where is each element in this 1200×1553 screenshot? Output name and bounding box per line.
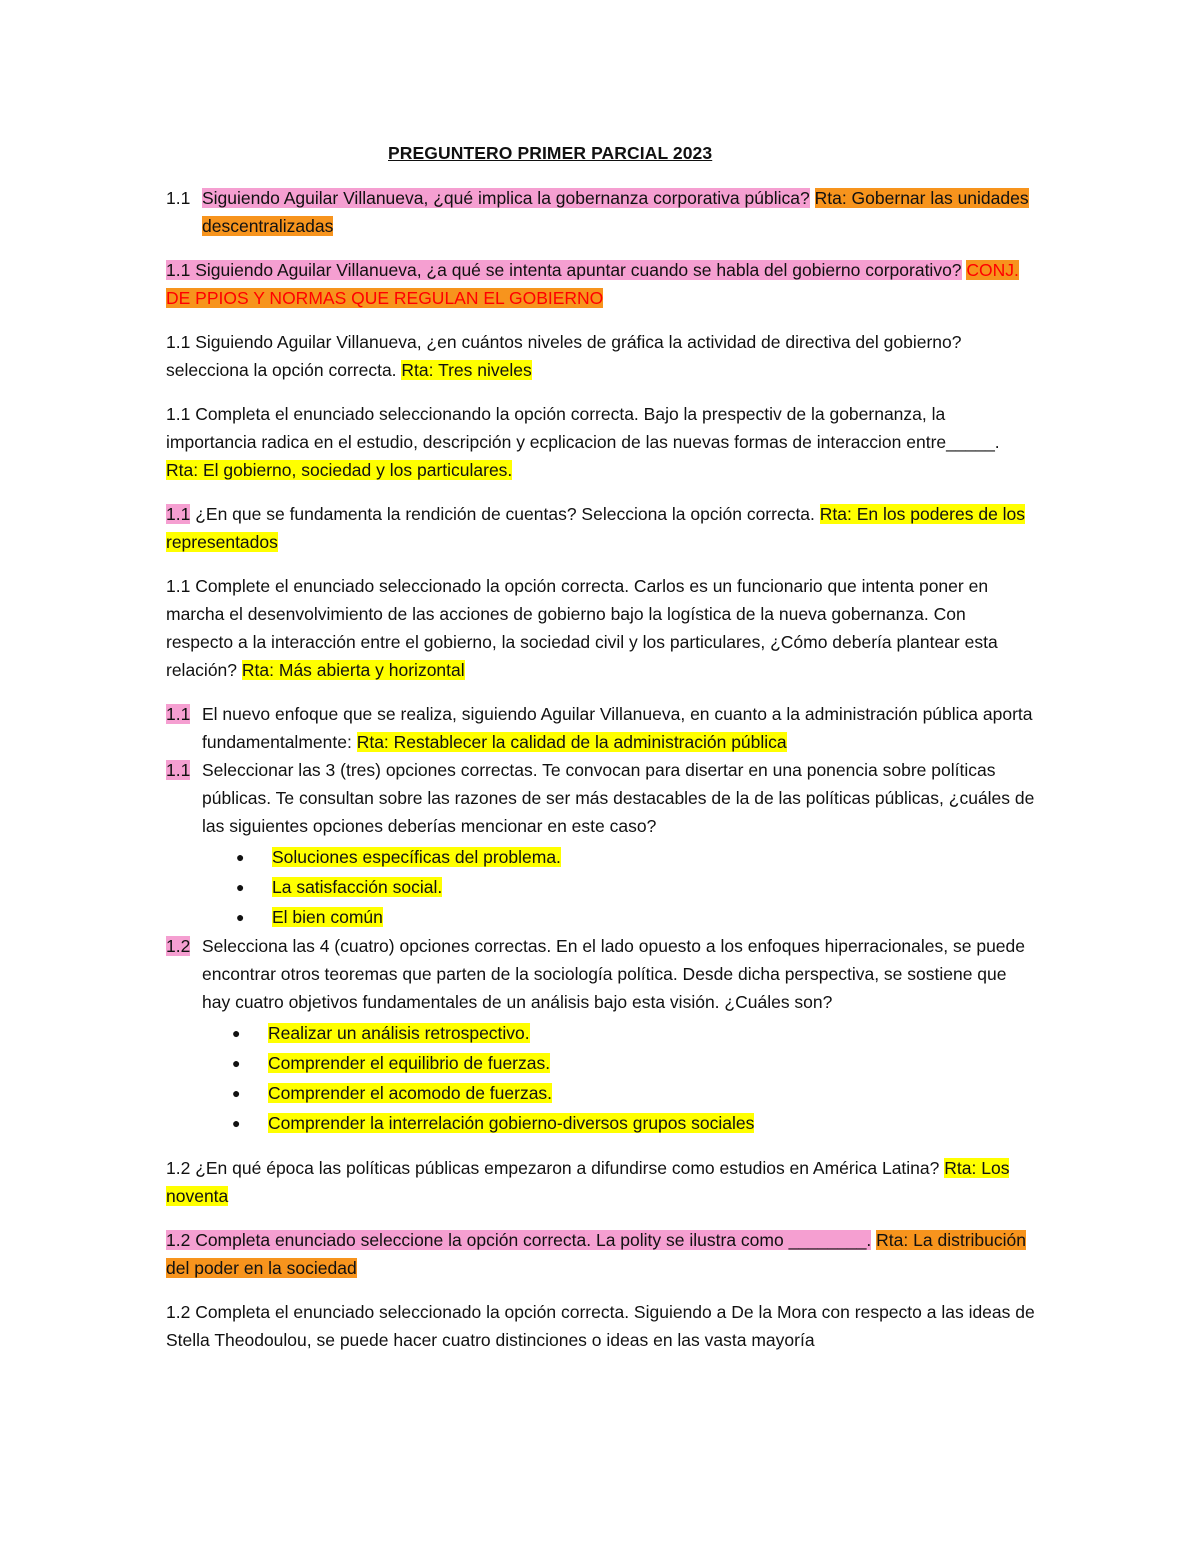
option-item: [236, 902, 1036, 932]
question-answer: Rta: En los poderes de los representados: [166, 504, 1026, 552]
question-number: 1.1: [166, 188, 191, 208]
option-item: [232, 1078, 1036, 1108]
question-text: Seleccionar las 3 (tres) opciones correctas. Te convocan para disertar en una ponencia sobre políticas públicas. Te consultan sobre las razones de ser más destacables de la de las políticas públicas, ¿cuáles de las siguientes opciones deberías mencionar en este caso?: [202, 760, 1035, 836]
question-text: Selecciona las 4 (cuatro) opciones correctas. En el lado opuesto a los enfoques hiperracionales, se puede encontrar otros teoremas que parten de la sociología política. Desde dicha perspectiva, se sostiene que hay cuatro objetivos fundamentales de un análisis bajo esta visión. ¿Cuáles son?: [202, 936, 1026, 1012]
question-2: [166, 256, 1036, 312]
question-3: [166, 328, 1036, 384]
question-text: 1.1 Siguiendo Aguilar Villanueva, ¿en cuántos niveles de gráfica la actividad de directiva del gobierno? selecciona la opción correcta.: [166, 332, 962, 380]
option-text: La satisfacción social.: [272, 877, 443, 897]
question-6: [166, 572, 1036, 684]
question-12: [166, 1298, 1036, 1354]
option-text: Realizar un análisis retrospectivo.: [268, 1023, 530, 1043]
question-text: El nuevo enfoque que se realiza, siguiendo Aguilar Villanueva, en cuanto a la administración pública aporta fundamentalmente:: [202, 704, 1033, 752]
bullet-icon: ●: [232, 1115, 241, 1131]
question-number: 1.1: [166, 760, 191, 780]
question-1: [166, 184, 1036, 240]
bullet-icon: ●: [236, 879, 245, 895]
question-number: 1.1: [166, 260, 191, 280]
question-answer: Rta: Tres niveles: [401, 360, 532, 380]
question-text: 1.1 Complete el enunciado seleccionado la opción correcta. Carlos es un funcionario que intenta poner en marcha el desenvolvimiento de las acciones de gobierno bajo la logística de la nueva gobernanza. Con respecto a la interacción entre el gobierno, la sociedad civil y los particulares, ¿Cómo debería plantear esta relación?: [166, 576, 998, 680]
question-text: Siguiendo Aguilar Villanueva, ¿qué implica la gobernanza corporativa pública?: [202, 188, 810, 208]
question-text: 1.2 Completa el enunciado seleccionado la opción correcta. Siguiendo a De la Mora con respecto a las ideas de Stella Theodoulou, se puede hacer cuatro distinciones o ideas en las vasta mayoría: [166, 1302, 1035, 1350]
option-text: El bien común: [272, 907, 383, 927]
option-item: [232, 1018, 1036, 1048]
question-answer: Rta: Los noventa: [166, 1158, 1010, 1206]
question-answer: Rta: Más abierta y horizontal: [241, 660, 465, 680]
question-7: [166, 700, 1036, 756]
option-item: [232, 1048, 1036, 1078]
question-9-options: [166, 1018, 1036, 1138]
question-8-options: [166, 842, 1036, 932]
document-body: [166, 184, 1036, 1370]
question-number: 1.1: [166, 704, 191, 724]
question-4: [166, 400, 1036, 484]
option-text: Comprender el equilibrio de fuerzas.: [268, 1053, 551, 1073]
question-text: 1.1 Completa el enunciado seleccionando la opción correcta. Bajo la prespectiv de la gobernanza, la importancia radica en el estudio, descripción y ecplicacion de las nuevas formas de interaccion entre_____.: [166, 404, 1000, 452]
bullet-icon: ●: [232, 1085, 241, 1101]
question-answer: Rta: El gobierno, sociedad y los particulares.: [166, 460, 513, 480]
question-text: 1.2 ¿En qué época las políticas públicas empezaron a difundirse como estudios en América Latina?: [166, 1158, 940, 1178]
question-answer: Rta: Restablecer la calidad de la administración pública: [356, 732, 787, 752]
document-title: PREGUNTERO PRIMER PARCIAL 2023: [388, 143, 713, 163]
option-item: [236, 872, 1036, 902]
option-item: [232, 1108, 1036, 1138]
question-text: Siguiendo Aguilar Villanueva, ¿a qué se intenta apuntar cuando se habla del gobierno corporativo?: [195, 260, 962, 280]
option-text: Comprender la interrelación gobierno-diversos grupos sociales: [268, 1113, 755, 1133]
bullet-icon: ●: [236, 909, 245, 925]
question-answer: Rta: Gobernar las unidades descentralizadas: [202, 188, 1029, 236]
bullet-icon: ●: [232, 1055, 241, 1071]
question-9: [166, 932, 1036, 1016]
question-8: [166, 756, 1036, 840]
bullet-icon: ●: [232, 1025, 241, 1041]
option-item: [236, 842, 1036, 872]
question-answer: Rta: La distribución del poder en la sociedad: [166, 1230, 1026, 1278]
question-11: [166, 1226, 1036, 1282]
option-text: Soluciones específicas del problema.: [272, 847, 561, 867]
question-number: 1.2: [166, 936, 191, 956]
question-5: [166, 500, 1036, 556]
question-10: [166, 1154, 1036, 1210]
bullet-icon: ●: [236, 849, 245, 865]
question-number: 1.1: [166, 504, 191, 524]
question-text: ¿En que se fundamenta la rendición de cuentas? Selecciona la opción correcta.: [195, 504, 815, 524]
question-answer: CONJ. DE PPIOS Y NORMAS QUE REGULAN EL GOBIERNO: [166, 260, 1019, 308]
question-text: 1.2 Completa enunciado seleccione la opción correcta. La polity se ilustra como ________.: [166, 1230, 872, 1250]
option-text: Comprender el acomodo de fuerzas.: [268, 1083, 553, 1103]
